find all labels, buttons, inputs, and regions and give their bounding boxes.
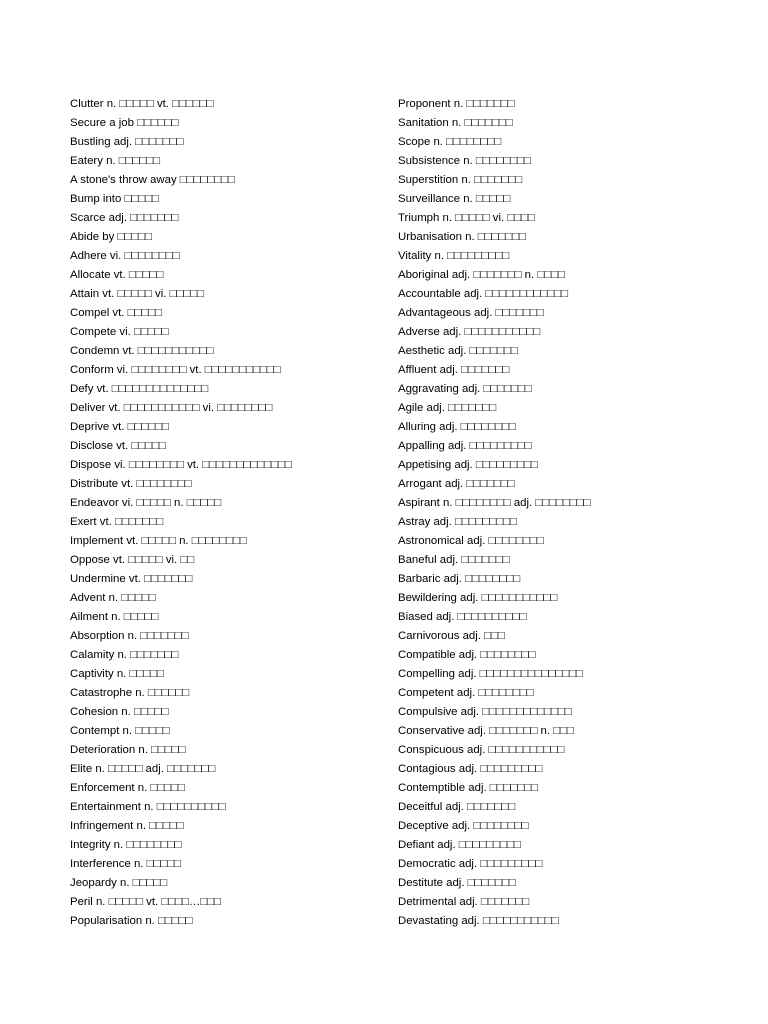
vocabulary-entry: Appetising adj. □□□□□□□□□ [398, 459, 538, 471]
vocabulary-entry: Oppose vt. □□□□□ vi. □□ [70, 554, 195, 566]
vocabulary-entry: Competent adj. □□□□□□□□ [398, 687, 534, 699]
vocabulary-entry: Secure a job □□□□□□ [70, 117, 179, 129]
vocabulary-entry: Compulsive adj. □□□□□□□□□□□□□ [398, 706, 572, 718]
vocabulary-entry: Scarce adj. □□□□□□□ [70, 212, 179, 224]
vocabulary-entry: Adverse adj. □□□□□□□□□□□ [398, 326, 541, 338]
vocabulary-entry: Bustling adj. □□□□□□□ [70, 136, 184, 148]
vocabulary-entry: Astray adj. □□□□□□□□□ [398, 516, 517, 528]
vocabulary-entry: Barbaric adj. □□□□□□□□ [398, 573, 521, 585]
vocabulary-entry: Jeopardy n. □□□□□ [70, 877, 168, 889]
vocabulary-entry: Infringement n. □□□□□ [70, 820, 184, 832]
vocabulary-entry: Detrimental adj. □□□□□□□ [398, 896, 530, 908]
vocabulary-entry: Abide by □□□□□ [70, 231, 152, 243]
vocabulary-entry: Elite n. □□□□□ adj. □□□□□□□ [70, 763, 216, 775]
vocabulary-entry: Carnivorous adj. □□□ [398, 630, 505, 642]
vocabulary-entry: Advantageous adj. □□□□□□□ [398, 307, 544, 319]
vocabulary-entry: Astronomical adj. □□□□□□□□ [398, 535, 544, 547]
vocabulary-entry: Superstition n. □□□□□□□ [398, 174, 523, 186]
vocabulary-entry: Deprive vt. □□□□□□ [70, 421, 169, 433]
vocabulary-entry: Clutter n. □□□□□ vt. □□□□□□ [70, 98, 214, 110]
vocabulary-entry: Absorption n. □□□□□□□ [70, 630, 189, 642]
vocabulary-entry: Deceitful adj. □□□□□□□ [398, 801, 516, 813]
vocabulary-entry: Aboriginal adj. □□□□□□□ n. □□□□ [398, 269, 565, 281]
vocabulary-entry: Baneful adj. □□□□□□□ [398, 554, 510, 566]
vocabulary-entry: Advent n. □□□□□ [70, 592, 156, 604]
vocabulary-entry: Accountable adj. □□□□□□□□□□□□ [398, 288, 568, 300]
vocabulary-entry: Compete vi. □□□□□ [70, 326, 169, 338]
vocabulary-entry: Deterioration n. □□□□□ [70, 744, 186, 756]
vocabulary-entry: Distribute vt. □□□□□□□□ [70, 478, 192, 490]
vocabulary-entry: Biased adj. □□□□□□□□□□ [398, 611, 527, 623]
vocabulary-entry: Integrity n. □□□□□□□□ [70, 839, 182, 851]
vocabulary-entry: Ailment n. □□□□□ [70, 611, 159, 623]
vocabulary-entry: Deceptive adj. □□□□□□□□ [398, 820, 529, 832]
vocabulary-entry: Entertainment n. □□□□□□□□□□ [70, 801, 226, 813]
vocabulary-entry: Conspicuous adj. □□□□□□□□□□□ [398, 744, 565, 756]
vocabulary-entry: Scope n. □□□□□□□□ [398, 136, 502, 148]
vocabulary-entry: Deliver vt. □□□□□□□□□□□ vi. □□□□□□□□ [70, 402, 273, 414]
vocabulary-entry: Compelling adj. □□□□□□□□□□□□□□□ [398, 668, 583, 680]
vocabulary-entry: Attain vt. □□□□□ vi. □□□□□ [70, 288, 205, 300]
vocabulary-entry: Bewildering adj. □□□□□□□□□□□ [398, 592, 558, 604]
vocabulary-entry: Contagious adj. □□□□□□□□□ [398, 763, 543, 775]
vocabulary-entry: A stone's throw away □□□□□□□□ [70, 174, 235, 186]
vocabulary-entry: Proponent n. □□□□□□□ [398, 98, 515, 110]
vocabulary-entry: Vitality n. □□□□□□□□□ [398, 250, 510, 262]
vocabulary-entry: Subsistence n. □□□□□□□□ [398, 155, 531, 167]
vocabulary-entry: Urbanisation n. □□□□□□□ [398, 231, 526, 243]
vocabulary-entry: Condemn vt. □□□□□□□□□□□ [70, 345, 214, 357]
vocabulary-entry: Appalling adj. □□□□□□□□□ [398, 440, 532, 452]
vocabulary-entry: Dispose vi. □□□□□□□□ vt. □□□□□□□□□□□□□ [70, 459, 292, 471]
vocabulary-entry: Enforcement n. □□□□□ [70, 782, 185, 794]
vocabulary-entry: Aesthetic adj. □□□□□□□ [398, 345, 518, 357]
vocabulary-entry: Alluring adj. □□□□□□□□ [398, 421, 516, 433]
vocabulary-entry: Arrogant adj. □□□□□□□ [398, 478, 515, 490]
vocabulary-entry: Affluent adj. □□□□□□□ [398, 364, 510, 376]
vocabulary-entry: Eatery n. □□□□□□ [70, 155, 161, 167]
vocabulary-entry: Agile adj. □□□□□□□ [398, 402, 497, 414]
vocabulary-entry: Compatible adj. □□□□□□□□ [398, 649, 536, 661]
vocabulary-entry: Implement vt. □□□□□ n. □□□□□□□□ [70, 535, 247, 547]
vocabulary-entry: Conservative adj. □□□□□□□ n. □□□ [398, 725, 574, 737]
vocabulary-entry: Catastrophe n. □□□□□□ [70, 687, 190, 699]
vocabulary-entry: Aggravating adj. □□□□□□□ [398, 383, 532, 395]
vocabulary-entry: Disclose vt. □□□□□ [70, 440, 166, 452]
vocabulary-entry: Interference n. □□□□□ [70, 858, 182, 870]
vocabulary-entry: Popularisation n. □□□□□ [70, 915, 193, 927]
vocabulary-entry: Devastating adj. □□□□□□□□□□□ [398, 915, 559, 927]
vocabulary-entry: Conform vi. □□□□□□□□ vt. □□□□□□□□□□□ [70, 364, 281, 376]
vocabulary-entry: Peril n. □□□□□ vt. □□□□…□□□ [70, 896, 221, 908]
vocabulary-entry: Destitute adj. □□□□□□□ [398, 877, 516, 889]
vocabulary-entry: Cohesion n. □□□□□ [70, 706, 169, 718]
vocabulary-entry: Contemptible adj. □□□□□□□ [398, 782, 538, 794]
vocabulary-entry: Sanitation n. □□□□□□□ [398, 117, 513, 129]
vocabulary-entry: Compel vt. □□□□□ [70, 307, 163, 319]
vocabulary-entry: Captivity n. □□□□□ [70, 668, 164, 680]
vocabulary-entry: Undermine vt. □□□□□□□ [70, 573, 193, 585]
vocabulary-entry: Aspirant n. □□□□□□□□ adj. □□□□□□□□ [398, 497, 591, 509]
vocabulary-entry: Contempt n. □□□□□ [70, 725, 170, 737]
vocabulary-entry: Endeavor vi. □□□□□ n. □□□□□ [70, 497, 222, 509]
vocabulary-entry: Defy vt. □□□□□□□□□□□□□□ [70, 383, 209, 395]
vocabulary-entry: Adhere vi. □□□□□□□□ [70, 250, 180, 262]
vocabulary-entry: Allocate vt. □□□□□ [70, 269, 164, 281]
left-vocabulary-column [70, 95, 380, 931]
vocabulary-entry: Exert vt. □□□□□□□ [70, 516, 164, 528]
vocabulary-entry: Bump into □□□□□ [70, 193, 159, 205]
vocabulary-entry: Triumph n. □□□□□ vi. □□□□ [398, 212, 535, 224]
vocabulary-entry: Democratic adj. □□□□□□□□□ [398, 858, 543, 870]
vocabulary-entry: Defiant adj. □□□□□□□□□ [398, 839, 521, 851]
vocabulary-entry: Calamity n. □□□□□□□ [70, 649, 179, 661]
vocabulary-entry: Surveillance n. □□□□□ [398, 193, 511, 205]
right-vocabulary-column [398, 95, 748, 931]
